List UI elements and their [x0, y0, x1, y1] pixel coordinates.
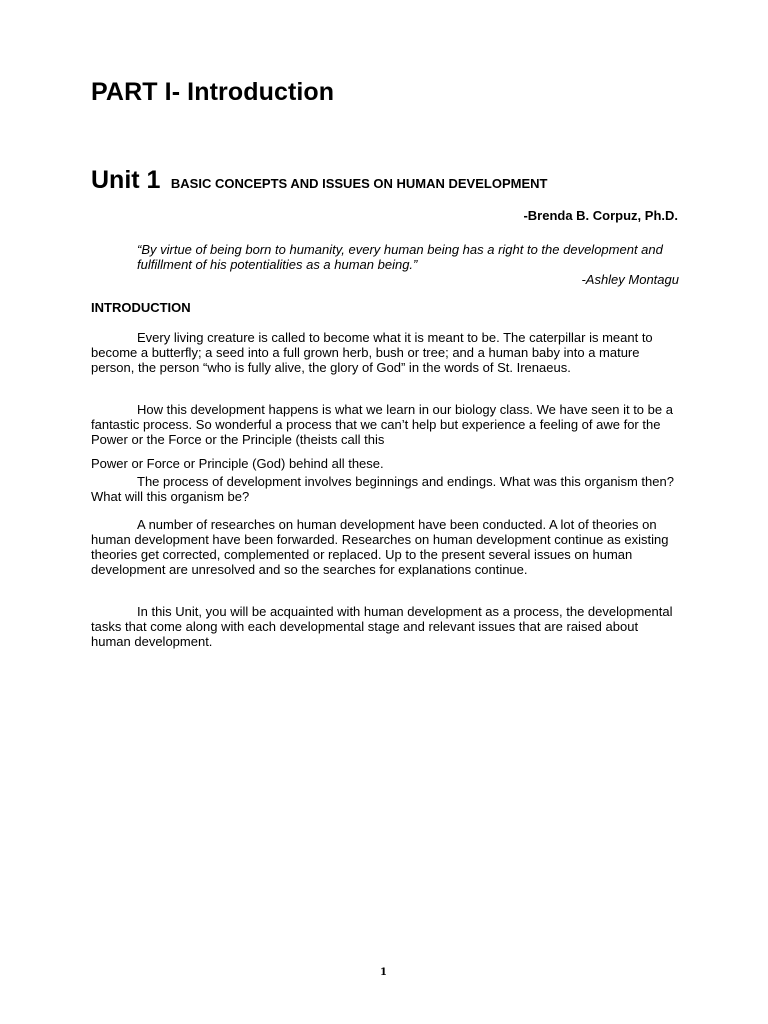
author-byline: -Brenda B. Corpuz, Ph.D. [523, 208, 678, 223]
paragraph-4: A number of researches on human development have been conducted. A lot of theories on human development have been forwarded. Researches on human development continue as existing theories get corrected, complemented or replaced. Up to the present several issues on human development are unresolved and so the searches for explanations continue. [91, 517, 669, 577]
part-title: PART I- Introduction [91, 78, 335, 106]
unit-label: Unit 1 [91, 166, 161, 194]
quote-attribution: -Ashley Montagu [581, 272, 679, 287]
paragraph-2-continuation: Power or Force or Principle (God) behind all these. [91, 456, 384, 471]
paragraph-3: The process of development involves beginnings and endings. What was this organism then? What will this organism be? [91, 474, 674, 504]
epigraph-quote [137, 242, 679, 287]
section-heading: INTRODUCTION [91, 300, 191, 315]
unit-subtitle: BASIC CONCEPTS AND ISSUES ON HUMAN DEVELOPMENT [170, 176, 548, 191]
unit-heading [91, 166, 547, 195]
paragraph-5: In this Unit, you will be acquainted with human development as a process, the developmental tasks that come along with each developmental stage and relevant issues that are raised about human development. [91, 604, 673, 649]
paragraph-1: Every living creature is called to become what it is meant to be. The caterpillar is meant to become a butterfly; a seed into a full grown herb, bush or tree; and a human baby into a mature person, the person “who is fully alive, the glory of God” in the words of St. Irenaeus. [91, 330, 653, 375]
page-number: 1 [380, 967, 387, 978]
paragraph-2: How this development happens is what we learn in our biology class. We have seen it to be a fantastic process. So wonderful a process that we can’t help but experience a feeling of awe for the Power or the Force or the Principle (theists call this [91, 402, 673, 447]
quote-text: “By virtue of being born to humanity, every human being has a right to the development and fulfillment of his potentialities as a human being.” [137, 242, 663, 272]
